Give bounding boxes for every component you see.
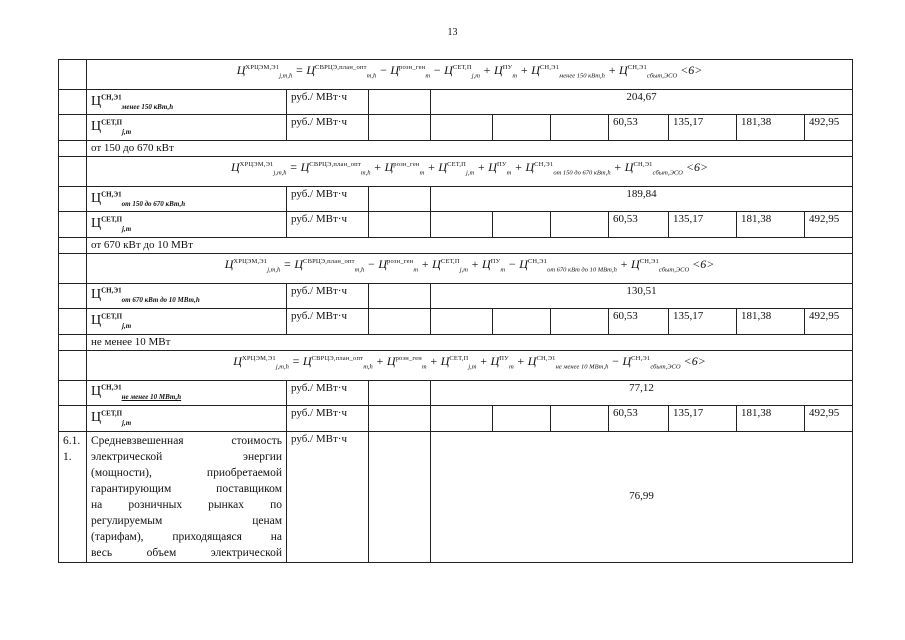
formula-symbol: Ц [482, 256, 491, 271]
number-cell [59, 309, 87, 334]
unit-cell: руб./ МВт·ч [287, 431, 369, 562]
formula-subscript: сбыт,ЭСО [658, 266, 690, 274]
formula-symbol: Ц [224, 256, 234, 271]
formula-superscript: СН,Э1 [527, 257, 548, 265]
symbol-letter: Ц [91, 287, 102, 303]
number-cell [59, 237, 87, 253]
formula-symbol: Ц [386, 353, 396, 368]
symbol-subscript: j,m [122, 224, 132, 233]
formula-symbol: Ц [619, 63, 628, 77]
formula-symbol: Ц [531, 63, 540, 77]
merged-value: 189,84 [431, 186, 853, 211]
description-line: весь объем электрической [91, 546, 282, 559]
formula-operator: + [418, 256, 433, 271]
symbol-letter: Ц [91, 119, 102, 135]
formula-symbol: Ц [519, 256, 528, 271]
formula-superscript: ХРЦЭМ,Э1 [241, 354, 276, 362]
formula-subscript: j,m,h [267, 266, 281, 274]
empty-cell [369, 309, 431, 334]
formula-subscript: m [413, 266, 419, 274]
value-cell: 181,38 [737, 212, 805, 237]
formula-superscript: СВРЦЭ,план_опт [315, 64, 367, 71]
formula-operator: − [376, 63, 391, 77]
symbol-cell [87, 115, 287, 140]
formula-operator: + [370, 159, 385, 174]
formula-symbol: Ц [384, 159, 394, 174]
empty-cell [369, 186, 431, 211]
value-cell: 492,95 [805, 406, 853, 431]
merged-value: 204,67 [431, 90, 853, 115]
number-cell [59, 156, 87, 186]
formula-subscript: m,h [360, 169, 371, 177]
formula-symbol: Ц [444, 63, 453, 77]
formula-subscript: m,h [363, 363, 373, 371]
formula-superscript: ХРЦЭМ,Э1 [233, 257, 268, 265]
formula-row [59, 156, 853, 186]
formula-subscript: j,m,h [273, 169, 287, 177]
empty-cell [493, 212, 551, 237]
description-line: Средневзвешенная стоимость [91, 434, 282, 447]
formula-symbol: Ц [294, 256, 304, 271]
value-cell: 135,17 [669, 406, 737, 431]
formula-superscript: ХРЦЭМ,Э1 [245, 64, 280, 71]
unit-cell: руб./ МВт·ч [287, 283, 369, 308]
formula [87, 60, 853, 90]
formula-superscript: СВРЦЭ,план_опт [303, 257, 355, 265]
number-cell [59, 212, 87, 237]
symbol-superscript: СЕТ,П [101, 215, 123, 224]
formula-operator: = [280, 256, 295, 271]
unit-cell: руб./ МВт·ч [287, 212, 369, 237]
empty-cell [369, 431, 431, 562]
empty-cell [369, 212, 431, 237]
value-cell: 60,53 [609, 406, 669, 431]
formula-symbol: Ц [440, 353, 450, 368]
tariff-table [58, 59, 853, 563]
data-row [59, 186, 853, 211]
value-cell: 181,38 [737, 309, 805, 334]
formula-superscript: СН,Э1 [639, 257, 659, 265]
formula-row [59, 350, 853, 380]
table-body [59, 60, 853, 563]
unit-cell: руб./ МВт·ч [287, 380, 369, 405]
tariff-symbol [91, 383, 182, 402]
empty-cell [493, 115, 551, 140]
symbol-letter: Ц [91, 409, 102, 425]
formula-subscript: m,h [366, 72, 377, 80]
section-label-row [59, 237, 853, 253]
formula-superscript: розн_ген [393, 160, 420, 168]
formula-superscript: ПУ [499, 354, 509, 362]
formula-tail: <6> [682, 159, 709, 174]
formula-superscript: СЕТ,П [452, 64, 472, 71]
description-line: регулируемым ценам [91, 514, 282, 527]
formula-superscript: СВРЦЭ,план_опт [311, 354, 364, 362]
unit-cell: руб./ МВт·ч [287, 186, 369, 211]
formula-tail: <6> [677, 63, 703, 77]
formula-superscript: СВРЦЭ,план_опт [309, 160, 361, 168]
data-row [59, 380, 853, 405]
formula-superscript: ПУ [502, 64, 513, 71]
formula-subscript: j,m,h [279, 72, 293, 80]
empty-cell [493, 309, 551, 334]
formula-subscript: сбыт,ЭСО [652, 169, 683, 177]
formula-subscript: m [425, 72, 431, 80]
tariff-symbol [91, 191, 185, 206]
value-cell: 181,38 [737, 115, 805, 140]
value-cell: 60,53 [609, 309, 669, 334]
formula-operator: + [513, 353, 528, 368]
formula-symbol: Ц [624, 159, 634, 174]
description-line: гарантирующим поставщиком [91, 482, 282, 495]
formula-symbol: Ц [306, 63, 316, 77]
formula-subscript: m [500, 266, 506, 274]
formula-symbol: Ц [432, 256, 441, 271]
item-value: 76,99 [431, 431, 853, 562]
empty-cell [369, 380, 431, 405]
data-row [59, 283, 853, 308]
value-cell: 60,53 [609, 115, 669, 140]
symbol-letter: Ц [91, 384, 102, 400]
formula-operator: + [616, 256, 632, 271]
symbol-subscript: j,m [122, 418, 132, 427]
formula-superscript: ПУ [496, 160, 507, 168]
formula-subscript: от 150 до 670 кВт,h [553, 169, 611, 177]
symbol-letter: Ц [91, 93, 102, 109]
formula-operator: + [424, 159, 439, 174]
symbol-letter: Ц [91, 190, 102, 206]
formula-subscript: не менее 10 МВт,h [555, 363, 609, 371]
unit-cell: руб./ МВт·ч [287, 90, 369, 115]
value-cell: 135,17 [669, 309, 737, 334]
formula-superscript: ХРЦЭМ,Э1 [239, 160, 274, 168]
formula-operator: + [610, 159, 625, 174]
number-cell [59, 406, 87, 431]
formula-symbol: Ц [300, 159, 310, 174]
item-row [59, 431, 853, 562]
formula-superscript: ПУ [490, 257, 501, 265]
symbol-cell [87, 212, 287, 237]
unit-cell: руб./ МВт·ч [287, 406, 369, 431]
formula-symbol: Ц [302, 353, 312, 368]
number-cell [59, 253, 87, 283]
formula-subscript: m [512, 72, 518, 80]
number-cell [59, 380, 87, 405]
formula-operator: + [511, 159, 526, 174]
symbol-subscript: менее 150 кВт,h [121, 102, 174, 111]
value-cell: 135,17 [669, 115, 737, 140]
formula-symbol: Ц [631, 256, 640, 271]
empty-cell [551, 115, 609, 140]
description-line: (тарифам), приходящаяся на [91, 530, 282, 543]
number-cell [59, 115, 87, 140]
symbol-cell [87, 380, 287, 405]
symbol-cell [87, 90, 287, 115]
empty-cell [431, 212, 493, 237]
tariff-symbol [91, 410, 131, 425]
unit-cell: руб./ МВт·ч [287, 115, 369, 140]
formula-subscript: m,h [354, 266, 365, 274]
formula-operator: − [364, 256, 379, 271]
tariff-symbol [91, 94, 173, 109]
formula [87, 253, 853, 283]
tariff-symbol [91, 119, 131, 134]
formula-symbol: Ц [378, 256, 387, 271]
merged-value: 77,12 [431, 380, 853, 405]
description-line: (мощности), приобретаемой [91, 466, 282, 479]
item-description [87, 431, 287, 562]
formula-superscript: СЕТ,П [449, 354, 469, 362]
number-cell [59, 334, 87, 350]
formula-tail: <6> [689, 256, 715, 271]
item-number: 6.1.1. [59, 431, 87, 562]
formula-symbol: Ц [438, 159, 448, 174]
empty-cell [493, 406, 551, 431]
data-row [59, 90, 853, 115]
formula-operator: − [608, 353, 623, 368]
formula-subscript: m [419, 169, 425, 177]
section-label: от 150 до 670 кВт [87, 140, 853, 156]
symbol-cell [87, 309, 287, 334]
tariff-symbol [91, 216, 131, 231]
formula-symbol: Ц [525, 159, 535, 174]
formula-superscript: розн_ген [399, 64, 426, 71]
symbol-superscript: СН,Э1 [101, 93, 122, 101]
formula [87, 350, 853, 380]
formula-operator: + [476, 353, 491, 368]
value-cell: 181,38 [737, 406, 805, 431]
formula-superscript: СЕТ,П [447, 160, 467, 168]
formula-operator: = [288, 353, 303, 368]
formula-subscript: m [506, 169, 512, 177]
number-cell [59, 60, 87, 90]
empty-cell [551, 212, 609, 237]
formula-superscript: СЕТ,П [440, 257, 460, 265]
symbol-subscript: j,m [122, 321, 132, 330]
data-row [59, 212, 853, 237]
formula-superscript: розн_ген [395, 354, 422, 362]
formula-subscript: менее 150 кВт,h [559, 72, 605, 80]
description-line: на розничных рынках по [91, 498, 282, 511]
formula-symbol: Ц [231, 159, 240, 174]
symbol-superscript: СЕТ,П [101, 118, 123, 127]
empty-cell [431, 115, 493, 140]
data-row [59, 115, 853, 140]
formula-subscript: от 670 кВт до 10 МВт,h [547, 266, 617, 274]
formula-symbol: Ц [527, 353, 537, 368]
value-cell: 492,95 [805, 212, 853, 237]
formula-subscript: j,m [466, 169, 475, 177]
empty-cell [551, 406, 609, 431]
symbol-cell [87, 283, 287, 308]
number-cell [59, 283, 87, 308]
formula-symbol: Ц [233, 353, 242, 368]
symbol-letter: Ц [91, 216, 102, 232]
formula-subscript: m [421, 363, 427, 371]
symbol-subscript: от 150 до 670 кВт,h [121, 199, 186, 208]
description-line: электрической энергии [91, 450, 282, 463]
formula-operator: + [479, 63, 495, 77]
formula-operator: + [474, 159, 489, 174]
empty-cell [369, 283, 431, 308]
formula-tail: <6> [680, 353, 706, 368]
symbol-cell [87, 406, 287, 431]
empty-cell [369, 406, 431, 431]
formula-operator: + [372, 353, 387, 368]
formula-subscript: j,m [468, 363, 477, 371]
tariff-symbol [91, 286, 200, 305]
page-number: 13 [447, 27, 458, 38]
formula-operator: − [505, 256, 520, 271]
unit-cell: руб./ МВт·ч [287, 309, 369, 334]
formula-superscript: СН,Э1 [539, 64, 560, 71]
symbol-superscript: СЕТ,П [101, 312, 123, 321]
section-label-row [59, 140, 853, 156]
formula-operator: + [517, 63, 532, 77]
empty-cell [369, 115, 431, 140]
data-row [59, 309, 853, 334]
symbol-subscript: от 670 кВт до 10 МВт,h [121, 296, 200, 305]
number-cell [59, 350, 87, 380]
formula-symbol: Ц [622, 353, 632, 368]
section-label: не менее 10 МВт [87, 334, 853, 350]
formula-symbol: Ц [490, 353, 500, 368]
formula-operator: + [467, 256, 483, 271]
formula-superscript: СН,Э1 [536, 354, 556, 362]
formula-superscript: СН,Э1 [534, 160, 554, 168]
formula-row [59, 253, 853, 283]
formula-operator: = [292, 63, 307, 77]
symbol-superscript: СН,Э1 [101, 286, 122, 295]
formula-operator: = [286, 159, 301, 174]
empty-cell [431, 406, 493, 431]
number-cell [59, 140, 87, 156]
symbol-subscript: не менее 10 МВт,h [121, 393, 182, 402]
symbol-superscript: СЕТ,П [101, 409, 123, 418]
formula-subscript: j,m [471, 72, 480, 80]
number-cell [59, 90, 87, 115]
empty-cell [369, 90, 431, 115]
section-label: от 670 кВт до 10 МВт [87, 237, 853, 253]
symbol-cell [87, 186, 287, 211]
value-cell: 492,95 [805, 309, 853, 334]
formula-subscript: m [508, 363, 514, 371]
formula-subscript: j,m [459, 266, 468, 274]
symbol-letter: Ц [91, 312, 102, 328]
formula-superscript: СН,Э1 [633, 160, 653, 168]
formula [87, 156, 853, 186]
symbol-subscript: j,m [122, 127, 132, 136]
empty-cell [551, 309, 609, 334]
formula-symbol: Ц [236, 63, 246, 77]
section-label-row [59, 334, 853, 350]
formula-symbol: Ц [494, 63, 503, 77]
formula-symbol: Ц [488, 159, 497, 174]
formula-subscript: j,m,h [275, 363, 289, 371]
value-cell: 60,53 [609, 212, 669, 237]
formula-operator: + [426, 353, 441, 368]
formula-symbol: Ц [390, 63, 399, 77]
data-row [59, 406, 853, 431]
formula-subscript: сбыт,ЭСО [650, 363, 681, 371]
symbol-superscript: СН,Э1 [101, 383, 122, 392]
formula-superscript: розн_ген [387, 257, 414, 265]
merged-value: 130,51 [431, 283, 853, 308]
value-cell: 492,95 [805, 115, 853, 140]
formula-subscript: сбыт,ЭСО [646, 72, 678, 80]
number-cell [59, 186, 87, 211]
formula-operator: + [604, 63, 620, 77]
tariff-symbol [91, 313, 131, 328]
formula-superscript: СН,Э1 [631, 354, 651, 362]
formula-superscript: СН,Э1 [627, 64, 647, 71]
formula-row [59, 60, 853, 90]
empty-cell [431, 309, 493, 334]
symbol-superscript: СН,Э1 [101, 189, 122, 198]
formula-operator: − [430, 63, 445, 77]
value-cell: 135,17 [669, 212, 737, 237]
